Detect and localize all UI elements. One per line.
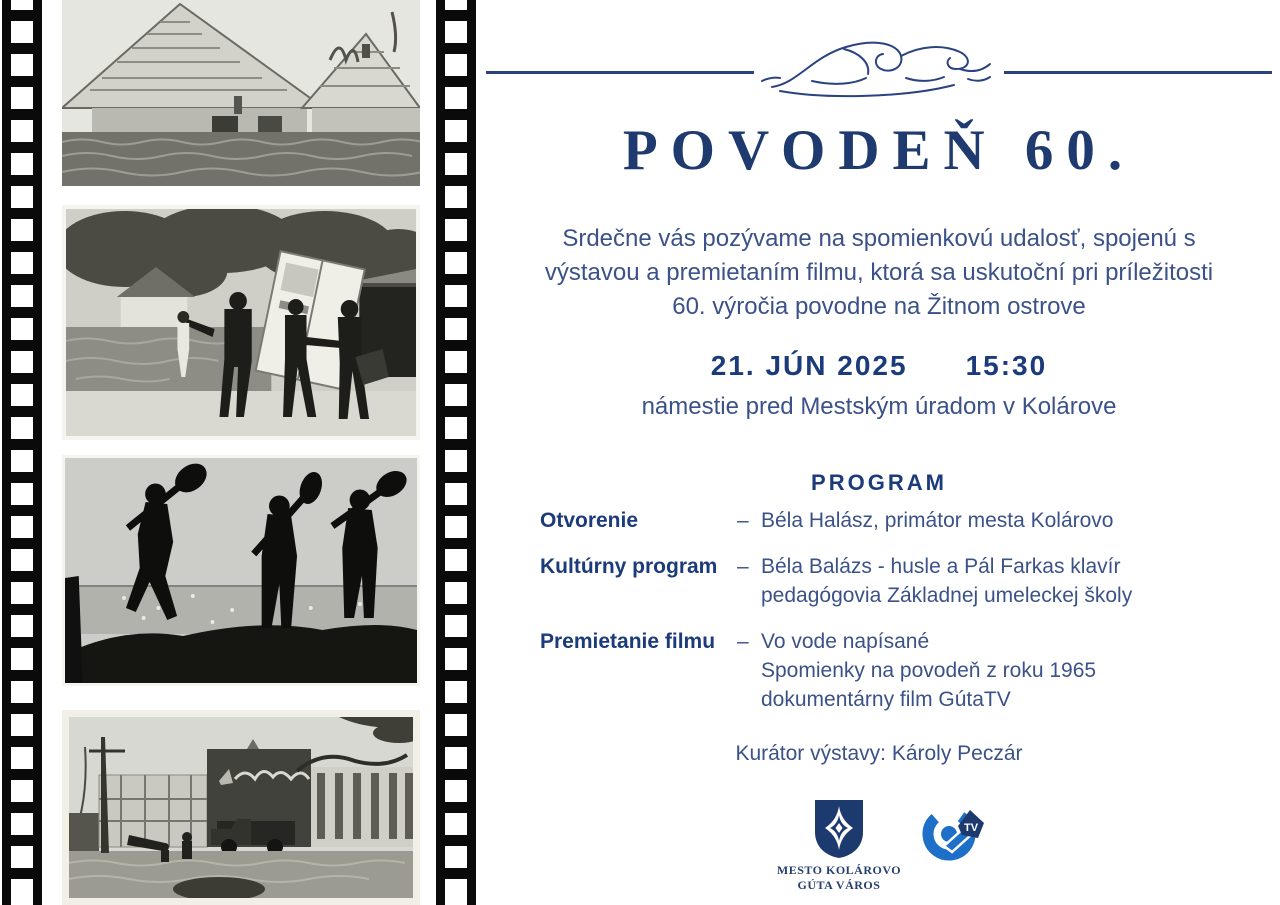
program-list — [540, 506, 1256, 731]
flooded-building-illustration — [69, 717, 413, 898]
event-time: 15:30 — [965, 350, 1048, 381]
filmstrip-left-rail — [2, 0, 42, 905]
left-rule-line — [486, 71, 754, 74]
program-item-label: Premietanie filmu — [540, 630, 716, 653]
gutatv-tv-label: TV — [964, 822, 979, 834]
program-item-line: Béla Balázs - husle a Pál Farkas klavír — [761, 555, 1121, 578]
dash-separator: – — [737, 630, 749, 653]
dike-workers-silhouette-photo — [62, 455, 420, 686]
furniture-rescue-illustration — [66, 209, 416, 436]
kolarovo-shield-icon — [813, 798, 865, 860]
dike-workers-illustration — [65, 458, 417, 683]
city-logo-caption — [777, 863, 901, 893]
program-item-line: dokumentárny film GútaTV — [761, 688, 1011, 711]
header-ornament — [486, 25, 1272, 120]
program-item-text — [761, 627, 1256, 714]
flooded-building-photo — [62, 710, 420, 905]
city-logo — [774, 798, 904, 893]
event-location: námestie pred Mestským úradom v Kolárove — [641, 393, 1117, 420]
wave-icon — [754, 25, 1004, 120]
program-item-otvorenie — [540, 506, 1256, 535]
program-item-text — [761, 506, 1256, 535]
program-item-line: Béla Halász, primátor mesta Kolárovo — [761, 509, 1114, 532]
program-item-text — [761, 552, 1256, 610]
program-item-label: Kultúrny program — [540, 555, 718, 578]
intro-line-2: výstavou a premietaním filmu, ktorá sa uskutoční pri príležitosti — [544, 259, 1214, 286]
poster-title: POVODEŇ 60. — [622, 119, 1136, 182]
flooded-houses-photo — [62, 0, 420, 186]
event-date: 21. JÚN 2025 — [710, 350, 908, 381]
curator-credit: Kurátor výstavy: Károly Peczár — [735, 742, 1023, 765]
program-item-line: Vo vode napísané — [761, 630, 930, 653]
poster-content — [478, 0, 1280, 905]
dash-separator: – — [737, 509, 749, 532]
program-item-label: Otvorenie — [540, 509, 639, 532]
program-item-premietanie-filmu — [540, 627, 1256, 714]
program-item-line: Spomienky na povodeň z roku 1965 — [761, 659, 1097, 682]
right-rule-line — [1004, 71, 1272, 74]
filmstrip — [0, 0, 478, 905]
filmstrip-right-rail — [436, 0, 476, 905]
intro-line-3: 60. výročia povodne na Žitnom ostrove — [672, 293, 1086, 320]
dash-separator: – — [737, 555, 749, 578]
date-time-row — [478, 350, 1280, 382]
furniture-rescue-photo — [62, 205, 420, 440]
intro-line-1: Srdečne vás pozývame na spomienkovú udalosť, spojenú s — [562, 225, 1196, 252]
logo-row — [478, 798, 1280, 893]
program-item-kulturny-program — [540, 552, 1256, 610]
program-heading: PROGRAM — [811, 470, 947, 495]
intro-paragraph — [478, 222, 1280, 324]
city-caption-line-2: GÚTA VÁROS — [797, 878, 881, 892]
city-caption-line-1: MESTO KOLÁROVO — [776, 863, 902, 877]
gutatv-logo-icon — [920, 800, 984, 864]
flooded-houses-illustration — [62, 0, 420, 186]
program-item-line: pedagógovia Základnej umeleckej školy — [761, 584, 1133, 607]
